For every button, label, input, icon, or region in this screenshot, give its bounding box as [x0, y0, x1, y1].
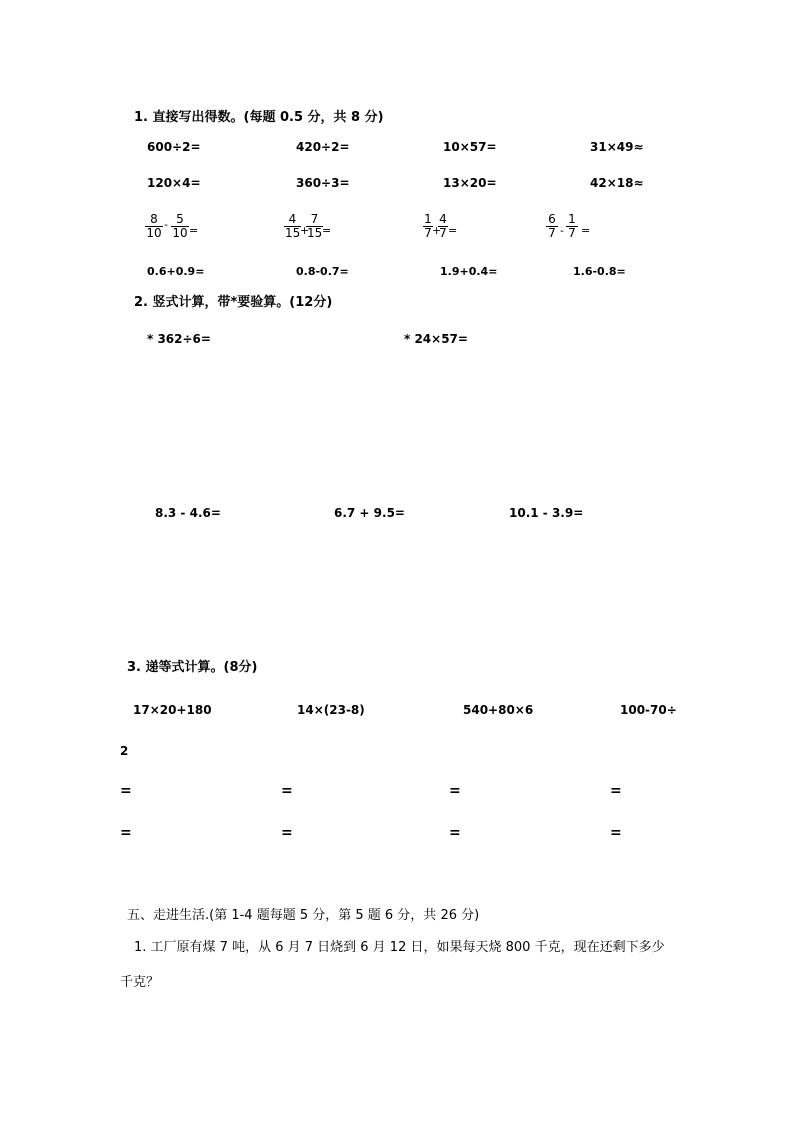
fraction — [438, 213, 448, 240]
equals-sign: = — [449, 783, 461, 799]
equals-sign: = — [448, 224, 458, 237]
expression-wrap: 2 — [120, 744, 129, 758]
fraction — [566, 213, 578, 240]
operator: + — [432, 224, 442, 237]
oral-problem: 120×4= — [147, 176, 201, 190]
fraction — [284, 213, 301, 240]
word-problem-line: 千克？ — [120, 975, 160, 990]
denominator: 10 — [172, 226, 188, 240]
denominator: 7 — [546, 226, 558, 240]
fraction — [145, 213, 163, 240]
oral-problem: 1.6-0.8= — [573, 265, 626, 278]
equals-sign: = — [610, 783, 622, 799]
vertical-calc-problem: * 24×57= — [404, 332, 468, 346]
denominator: 7 — [566, 226, 578, 240]
fraction — [546, 213, 558, 240]
equals-sign: = — [281, 825, 293, 841]
expression: 100-70÷ — [620, 703, 677, 717]
fraction — [171, 213, 189, 240]
word-problem-line: 1. 工厂原有煤 7 吨，从 6 月 7 日烧到 6 月 12 日，如果每天烧 800 千克，现在还剩下多少 — [134, 940, 665, 955]
denominator: 15 — [285, 226, 301, 240]
numerator: 4 — [288, 212, 297, 226]
operator: - — [560, 224, 564, 237]
oral-problem: 360÷3= — [296, 176, 350, 190]
numerator: 1 — [424, 212, 432, 226]
numerator: 4 — [439, 212, 447, 226]
equals-sign: = — [449, 825, 461, 841]
vertical-calc-problem: 8.3 - 4.6= — [155, 506, 221, 520]
denominator: 7 — [439, 226, 447, 240]
denominator: 7 — [424, 226, 432, 240]
equals-sign: = — [120, 825, 132, 841]
numerator: 8 — [150, 212, 158, 226]
oral-problem: 1.9+0.4= — [440, 265, 498, 278]
equals-sign: = — [120, 783, 132, 799]
numerator: 1 — [568, 212, 576, 226]
expression: 540+80×6 — [463, 703, 534, 717]
equals-sign: = — [610, 825, 622, 841]
equals-sign: = — [281, 783, 293, 799]
vertical-calc-problem: 10.1 - 3.9= — [509, 506, 584, 520]
oral-problem: 31×49≈ — [590, 140, 644, 154]
equals-sign: = — [189, 224, 199, 237]
section-5-title: 五、走进生活.(第 1-4 题每题 5 分，第 5 题 6 分，共 26 分) — [127, 908, 480, 923]
oral-problem: 0.8-0.7= — [296, 265, 349, 278]
oral-problem: 13×20= — [443, 176, 497, 190]
vertical-calc-problem: 6.7 + 9.5= — [334, 506, 405, 520]
expression: 14×(23-8) — [297, 703, 365, 717]
operator: + — [300, 224, 310, 237]
expression: 17×20+180 — [133, 703, 212, 717]
equals-sign: = — [581, 224, 591, 237]
operator: - — [164, 218, 168, 231]
section-2-title: 2. 竖式计算，带*要验算。(12分) — [134, 295, 333, 310]
vertical-calc-problem: * 362÷6= — [147, 332, 211, 346]
oral-problem: 10×57= — [443, 140, 497, 154]
numerator: 5 — [176, 212, 184, 226]
denominator: 10 — [146, 226, 162, 240]
oral-problem: 42×18≈ — [590, 176, 644, 190]
oral-problem: 0.6+0.9= — [147, 265, 205, 278]
section-3-title: 3. 递等式计算。(8分) — [127, 660, 258, 675]
equals-sign: = — [322, 224, 332, 237]
oral-problem: 600÷2= — [147, 140, 201, 154]
fraction — [306, 213, 323, 240]
section-1-title: 1. 直接写出得数。(每题 0.5 分，共 8 分) — [134, 110, 384, 125]
oral-problem: 420÷2= — [296, 140, 350, 154]
denominator: 15 — [307, 226, 323, 240]
numerator: 7 — [310, 212, 319, 226]
numerator: 6 — [548, 212, 556, 226]
